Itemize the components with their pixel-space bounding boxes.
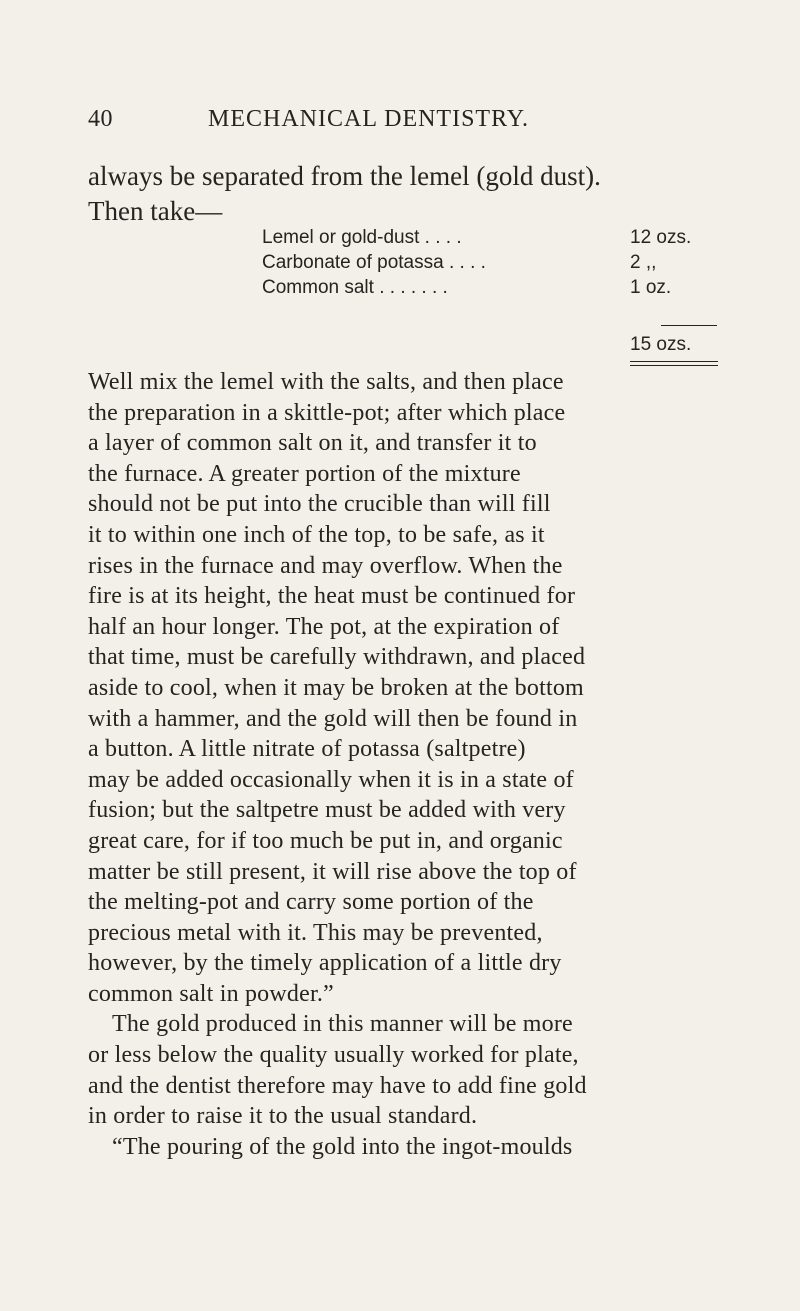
text-line: Then take— xyxy=(88,196,223,226)
page-header xyxy=(88,106,728,142)
text-line: that time, must be carefully withdrawn, and placed xyxy=(88,644,586,671)
text-line: the furnace. A greater portion of the mixture xyxy=(88,460,521,487)
recipe-row xyxy=(88,252,728,276)
intro-paragraph xyxy=(88,159,778,229)
text-line: in order to raise it to the usual standard. xyxy=(88,1103,478,1130)
text-line: great care, for if too much be put in, and organic xyxy=(88,827,563,854)
text-line: may be added occasionally when it is in a state of xyxy=(88,766,574,793)
text-line: “The pouring of the gold into the ingot-moulds xyxy=(112,1133,573,1160)
text-line: The gold produced in this manner will be more xyxy=(112,1011,573,1038)
text-line: common salt in powder.” xyxy=(88,980,334,1007)
recipe-table xyxy=(88,227,728,367)
text-line: a button. A little nitrate of potassa (saltpetre) xyxy=(88,736,526,763)
ingredient-name: Lemel or gold-dust . . . . xyxy=(262,227,462,248)
page-number: 40 xyxy=(88,106,113,132)
text-line: rises in the furnace and may overflow. When the xyxy=(88,552,563,579)
text-line: fire is at its height, the heat must be continued for xyxy=(88,583,576,610)
text-line: always be separated from the lemel (gold dust). xyxy=(88,161,601,191)
ingredient-quantity: 2 ,, xyxy=(630,252,657,273)
text-line: half an hour longer. The pot, at the expiration of xyxy=(88,613,560,640)
text-line: Well mix the lemel with the salts, and then place xyxy=(88,369,564,395)
total-double-rule xyxy=(630,361,718,366)
text-line: aside to cool, when it may be broken at the bottom xyxy=(88,674,584,701)
ingredient-name: Carbonate of potassa . . . . xyxy=(262,252,486,273)
body-paragraphs xyxy=(88,367,778,1162)
text-line: the preparation in a skittle-pot; after which place xyxy=(88,399,566,426)
text-line: or less below the quality usually worked for plate, xyxy=(88,1042,579,1069)
text-line: should not be put into the crucible than will fill xyxy=(88,491,551,518)
running-title: MECHANICAL DENTISTRY. xyxy=(208,106,530,132)
text-line: fusion; but the saltpetre must be added with very xyxy=(88,797,566,824)
ingredient-name: Common salt . . . . . . . xyxy=(262,277,448,298)
text-line: with a hammer, and the gold will then be found in xyxy=(88,705,578,732)
text-line: however, by the timely application of a little dry xyxy=(88,950,562,977)
text-line: it to within one inch of the top, to be safe, as it xyxy=(88,521,545,548)
recipe-row xyxy=(88,277,728,301)
sum-rule xyxy=(661,325,717,326)
recipe-total: 15 ozs. xyxy=(630,334,692,355)
text-line: matter be still present, it will rise above the top of xyxy=(88,858,577,885)
text-line: the melting-pot and carry some portion of the xyxy=(88,889,534,916)
recipe-row xyxy=(88,227,728,251)
ingredient-quantity: 12 ozs. xyxy=(630,227,692,248)
text-line: a layer of common salt on it, and transfer it to xyxy=(88,430,537,457)
text-line: and the dentist therefore may have to add fine gold xyxy=(88,1072,587,1099)
ingredient-quantity: 1 oz. xyxy=(630,277,672,298)
text-line: precious metal with it. This may be prevented, xyxy=(88,919,543,946)
